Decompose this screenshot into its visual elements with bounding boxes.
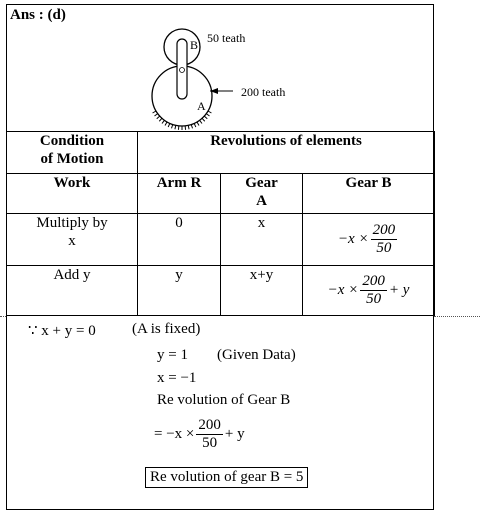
table-row xyxy=(7,214,435,266)
table-row xyxy=(7,266,435,316)
solution-line-1-note: (A is fixed) xyxy=(132,321,201,337)
solution-line-5: = −x × $\frac{200}{50}$ + y xyxy=(154,417,245,451)
row2-arm: y xyxy=(138,266,221,316)
solution-line-1: ∵ x + y = 0 xyxy=(28,323,96,339)
dotted-rule-left xyxy=(0,316,6,317)
result-box: Re volution of gear B = 5 xyxy=(145,467,308,488)
col-gear-b: Gear B xyxy=(303,174,435,214)
dotted-rule-right xyxy=(434,316,480,317)
answer-label: Ans : (d) xyxy=(10,7,66,23)
revolutions-header: Revolutions of elements xyxy=(138,132,435,174)
solution-line-3: x = −1 xyxy=(157,370,197,386)
col-gear-a: Gear A xyxy=(221,174,303,214)
gear-a-teeth: 200 teath xyxy=(241,85,286,99)
row1-work: Multiply by x xyxy=(7,214,138,266)
row1-arm: 0 xyxy=(138,214,221,266)
gear-b-teeth: 50 teath xyxy=(207,31,246,45)
row1-gear-b: −x × $\frac{200}{50}$ xyxy=(303,214,435,266)
solution-line-4: Re volution of Gear B xyxy=(157,392,291,408)
row1-gear-a: x xyxy=(221,214,303,266)
row2-gear-a: x+y xyxy=(221,266,303,316)
row2-gear-b: −x × $\frac{200}{50}$ + y xyxy=(303,266,435,316)
solution-line-2: y = 1 xyxy=(157,347,188,363)
solution-line-2-note: (Given Data) xyxy=(217,347,296,363)
revolution-table xyxy=(6,131,435,316)
col-work: Work xyxy=(7,174,138,214)
gear-b-label: B xyxy=(190,38,199,52)
gear-a-label: A xyxy=(197,99,206,113)
col-arm: Arm R xyxy=(138,174,221,214)
condition-header: Condition of Motion xyxy=(7,132,138,174)
row2-work: Add y xyxy=(7,266,138,316)
arm-r xyxy=(177,39,187,99)
